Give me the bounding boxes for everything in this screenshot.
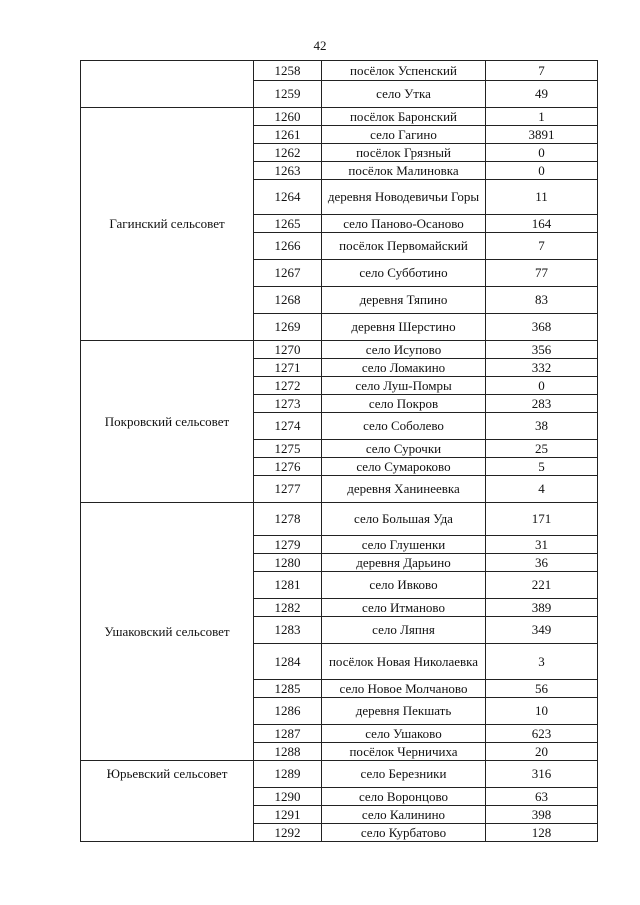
value-cell: 128 — [486, 824, 598, 842]
settlement-cell: село Покров — [322, 395, 486, 413]
value-cell: 164 — [486, 215, 598, 233]
district-cell: Ушаковский сельсовет — [81, 503, 254, 761]
page-number: 42 — [313, 38, 327, 53]
value-cell: 5 — [486, 458, 598, 476]
number-cell: 1288 — [254, 743, 322, 761]
number-cell: 1276 — [254, 458, 322, 476]
value-cell: 368 — [486, 314, 598, 341]
settlement-cell: село Калинино — [322, 806, 486, 824]
value-cell: 11 — [486, 180, 598, 215]
value-cell: 1 — [486, 108, 598, 126]
value-cell: 171 — [486, 503, 598, 536]
settlement-cell: село Соболево — [322, 413, 486, 440]
settlement-cell: деревня Пекшать — [322, 698, 486, 725]
settlement-cell: посёлок Баронский — [322, 108, 486, 126]
settlement-cell: село Ивково — [322, 572, 486, 599]
number-cell: 1259 — [254, 81, 322, 108]
number-cell: 1277 — [254, 476, 322, 503]
value-cell: 398 — [486, 806, 598, 824]
number-cell: 1285 — [254, 680, 322, 698]
number-cell: 1262 — [254, 144, 322, 162]
district-cell: Покровский сельсовет — [81, 341, 254, 503]
settlement-cell: посёлок Первомайский — [322, 233, 486, 260]
settlement-cell: посёлок Малиновка — [322, 162, 486, 180]
table-row — [81, 61, 598, 81]
settlement-cell: село Итманово — [322, 599, 486, 617]
number-cell: 1280 — [254, 554, 322, 572]
settlement-cell: село Ломакино — [322, 359, 486, 377]
value-cell: 3891 — [486, 126, 598, 144]
settlement-cell: село Глушенки — [322, 536, 486, 554]
value-cell: 38 — [486, 413, 598, 440]
number-cell: 1271 — [254, 359, 322, 377]
settlement-cell: село Новое Молчаново — [322, 680, 486, 698]
number-cell: 1291 — [254, 806, 322, 824]
value-cell: 0 — [486, 162, 598, 180]
value-cell: 49 — [486, 81, 598, 108]
number-cell: 1274 — [254, 413, 322, 440]
district-cell: Гагинский сельсовет — [81, 108, 254, 341]
settlement-cell: село Большая Уда — [322, 503, 486, 536]
value-cell: 389 — [486, 599, 598, 617]
value-cell: 623 — [486, 725, 598, 743]
number-cell: 1286 — [254, 698, 322, 725]
settlement-cell: село Березники — [322, 761, 486, 788]
number-cell: 1287 — [254, 725, 322, 743]
number-cell: 1292 — [254, 824, 322, 842]
table-row — [81, 108, 598, 126]
value-cell: 31 — [486, 536, 598, 554]
number-cell: 1261 — [254, 126, 322, 144]
settlement-cell: деревня Тяпино — [322, 287, 486, 314]
value-cell: 77 — [486, 260, 598, 287]
number-cell: 1260 — [254, 108, 322, 126]
settlement-cell: посёлок Черничиха — [322, 743, 486, 761]
table-row — [81, 341, 598, 359]
settlement-cell: село Исупово — [322, 341, 486, 359]
settlement-cell: село Субботино — [322, 260, 486, 287]
settlement-cell: село Сумароково — [322, 458, 486, 476]
number-cell: 1278 — [254, 503, 322, 536]
settlement-cell: деревня Шерстино — [322, 314, 486, 341]
value-cell: 0 — [486, 144, 598, 162]
value-cell: 316 — [486, 761, 598, 788]
number-cell: 1270 — [254, 341, 322, 359]
settlement-cell: село Гагино — [322, 126, 486, 144]
settlement-cell: посёлок Грязный — [322, 144, 486, 162]
district-cell — [81, 61, 254, 108]
number-cell: 1275 — [254, 440, 322, 458]
value-cell: 3 — [486, 644, 598, 680]
number-cell: 1268 — [254, 287, 322, 314]
settlement-cell: посёлок Новая Николаевка — [322, 644, 486, 680]
value-cell: 349 — [486, 617, 598, 644]
value-cell: 7 — [486, 233, 598, 260]
value-cell: 4 — [486, 476, 598, 503]
settlement-cell: село Воронцово — [322, 788, 486, 806]
district-cell: Юрьевский сельсовет — [81, 761, 254, 842]
value-cell: 10 — [486, 698, 598, 725]
number-cell: 1284 — [254, 644, 322, 680]
number-cell: 1264 — [254, 180, 322, 215]
settlement-table — [80, 60, 598, 842]
number-cell: 1258 — [254, 61, 322, 81]
settlement-cell: деревня Новодевичьи Горы — [322, 180, 486, 215]
table-row — [81, 761, 598, 788]
value-cell: 20 — [486, 743, 598, 761]
value-cell: 283 — [486, 395, 598, 413]
value-cell: 25 — [486, 440, 598, 458]
number-cell: 1269 — [254, 314, 322, 341]
settlement-cell: село Ляпня — [322, 617, 486, 644]
value-cell: 332 — [486, 359, 598, 377]
value-cell: 0 — [486, 377, 598, 395]
table-row — [81, 503, 598, 536]
number-cell: 1282 — [254, 599, 322, 617]
value-cell: 36 — [486, 554, 598, 572]
settlement-cell: село Луш-Помры — [322, 377, 486, 395]
settlement-cell: село Паново-Осаново — [322, 215, 486, 233]
number-cell: 1283 — [254, 617, 322, 644]
number-cell: 1281 — [254, 572, 322, 599]
settlement-cell: деревня Дарьино — [322, 554, 486, 572]
value-cell: 221 — [486, 572, 598, 599]
number-cell: 1279 — [254, 536, 322, 554]
number-cell: 1267 — [254, 260, 322, 287]
settlement-cell: село Утка — [322, 81, 486, 108]
settlement-cell: село Сурочки — [322, 440, 486, 458]
number-cell: 1290 — [254, 788, 322, 806]
number-cell: 1272 — [254, 377, 322, 395]
value-cell: 356 — [486, 341, 598, 359]
number-cell: 1273 — [254, 395, 322, 413]
settlement-cell: деревня Ханинеевка — [322, 476, 486, 503]
settlement-cell: село Курбатово — [322, 824, 486, 842]
number-cell: 1263 — [254, 162, 322, 180]
settlement-cell: село Ушаково — [322, 725, 486, 743]
settlement-cell: посёлок Успенский — [322, 61, 486, 81]
number-cell: 1289 — [254, 761, 322, 788]
number-cell: 1265 — [254, 215, 322, 233]
number-cell: 1266 — [254, 233, 322, 260]
value-cell: 7 — [486, 61, 598, 81]
value-cell: 83 — [486, 287, 598, 314]
value-cell: 63 — [486, 788, 598, 806]
value-cell: 56 — [486, 680, 598, 698]
